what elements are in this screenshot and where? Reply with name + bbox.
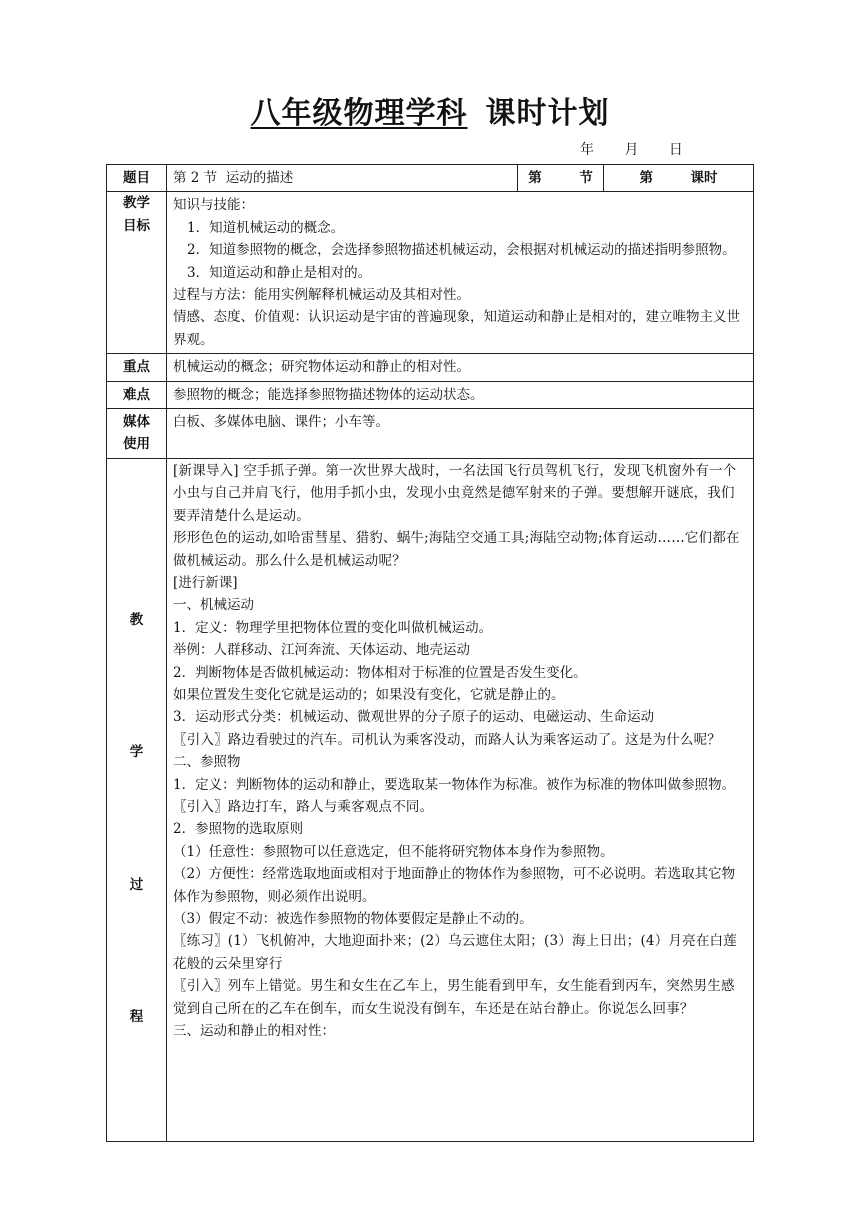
process-line: 〖引入〗路边打车，路人与乘客观点不同。 bbox=[173, 798, 434, 815]
key-point-label: 重点 bbox=[107, 354, 167, 381]
process-line-intro: [新课导入] 空手抓子弹。第一次世界大战时，一名法国飞行员驾机飞行，发现飞机窗外有一个小虫与自己并肩飞行，他用手抓小虫，发现小虫竟然是德军射来的子弹。要想解开谜底，我们要弄清楚什么是运动。 bbox=[173, 462, 737, 524]
process-line: 1．定义：判断物体的运动和静止，要选取某一物体作为标准。被作为标准的物体叫做参照物。 bbox=[173, 776, 736, 793]
process-line: （2）方便性：经常选取地面或相对于地面静止的物体作为参照物，可不必说明。若选取其它物体作为参照物，则必须作出说明。 bbox=[173, 866, 736, 905]
objective-item: 1．知道机械运动的概念。 bbox=[187, 219, 345, 236]
key-point-row bbox=[107, 354, 754, 381]
topic-label: 题目 bbox=[107, 165, 167, 192]
process-line: 二、参照物 bbox=[173, 754, 241, 771]
process-label-char: 程 bbox=[129, 1009, 144, 1026]
objectives-content bbox=[167, 192, 754, 354]
objectives-label: 教学目标 bbox=[107, 192, 167, 354]
difficult-point-row bbox=[107, 381, 754, 408]
objectives-emotion: 情感、态度、价值观：认识运动是宇宙的普遍现象，知道运动和静止是相对的，建立唯物主义世界观。 bbox=[173, 309, 740, 348]
lesson-plan-table bbox=[106, 164, 754, 1142]
objectives-heading: 知识与技能： bbox=[173, 197, 254, 214]
process-line: 〖引入〗路边看驶过的汽车。司机认为乘客没动，而路人认为乘客运动了。这是为什么呢？ bbox=[173, 731, 721, 748]
process-line: [进行新课] bbox=[173, 574, 238, 591]
process-line: 举例：人群移动、江河奔流、天体运动、地壳运动 bbox=[173, 642, 470, 659]
process-line: （1）任意性：参照物可以任意选定，但不能将研究物体本身作为参照物。 bbox=[173, 843, 614, 860]
process-label-char: 教 bbox=[129, 611, 144, 628]
process-line: 一、机械运动 bbox=[173, 597, 254, 614]
process-line: 1．定义：物理学里把物体位置的变化叫做机械运动。 bbox=[173, 619, 493, 636]
objective-item: 3．知道运动和静止是相对的。 bbox=[187, 264, 372, 281]
process-label-char: 学 bbox=[129, 744, 144, 761]
difficult-point-label: 难点 bbox=[107, 381, 167, 408]
process-line: 3．运动形式分类：机械运动、微观世界的分子原子的运动、电磁运动、生命运动 bbox=[173, 709, 655, 726]
teaching-process-row bbox=[107, 458, 754, 1141]
process-line: 如果位置发生变化它就是运动的；如果没有变化，它就是静止的。 bbox=[173, 686, 565, 703]
document-title bbox=[0, 94, 860, 134]
process-line: 2．判断物体是否做机械运动：物体相对于标准的位置是否发生变化。 bbox=[173, 664, 587, 681]
process-line: 形形色色的运动,如哈雷彗星、猎豹、蜗牛;海陆空交通工具;海陆空动物;体育运动……它们都在做机械运动。那么什么是机械运动呢？ bbox=[173, 530, 740, 569]
process-line: 〖引入〗列车上错觉。男生和女生在乙车上，男生能看到甲车，女生能看到丙车，突然男生感觉到自己所在的乙车在倒车，而女生说没有倒车，车还是在站台静止。你说怎么回事？ bbox=[173, 978, 735, 1017]
date-line bbox=[580, 140, 709, 160]
key-point-value: 机械运动的概念；研究物体运动和静止的相对性。 bbox=[167, 354, 754, 381]
teaching-process-content bbox=[167, 458, 754, 1141]
process-line: 2．参照物的选取原则 bbox=[173, 821, 304, 838]
media-value: 白板、多媒体电脑、课件；小车等。 bbox=[167, 409, 754, 459]
topic-value: 第 2 节 运动的描述 bbox=[167, 165, 518, 192]
title-subject: 八年级物理学科 bbox=[250, 96, 468, 131]
process-line: （3）假定不动：被选作参照物的物体要假定是静止不动的。 bbox=[173, 911, 533, 927]
topic-row bbox=[107, 165, 754, 192]
objectives-row bbox=[107, 192, 754, 354]
objectives-process: 过程与方法：能用实例解释机械运动及其相对性。 bbox=[173, 287, 470, 304]
title-plan: 课时计划 bbox=[485, 96, 610, 131]
process-label-char: 过 bbox=[129, 876, 144, 893]
period-label: 第 课时 bbox=[604, 165, 754, 192]
media-row bbox=[107, 409, 754, 459]
difficult-point-value: 参照物的概念；能选择参照物描述物体的运动状态。 bbox=[167, 381, 754, 408]
date-day: 日 bbox=[668, 142, 683, 158]
process-line: 〖练习〗(1）飞机俯冲，大地迎面扑来；(2）乌云遮住太阳；(3）海上日出；(4）月亮在白莲花般的云朵里穿行 bbox=[173, 933, 737, 972]
objective-item: 2．知道参照物的概念，会选择参照物描述机械运动，会根据对机械运动的描述指明参照物。 bbox=[187, 242, 736, 259]
date-month: 月 bbox=[624, 142, 639, 158]
date-year: 年 bbox=[580, 142, 594, 158]
media-label: 媒体使用 bbox=[107, 409, 167, 459]
teaching-process-label bbox=[107, 458, 167, 1141]
process-line: 三、运动和静止的相对性： bbox=[173, 1023, 335, 1040]
section-label: 第 节 bbox=[518, 165, 604, 192]
